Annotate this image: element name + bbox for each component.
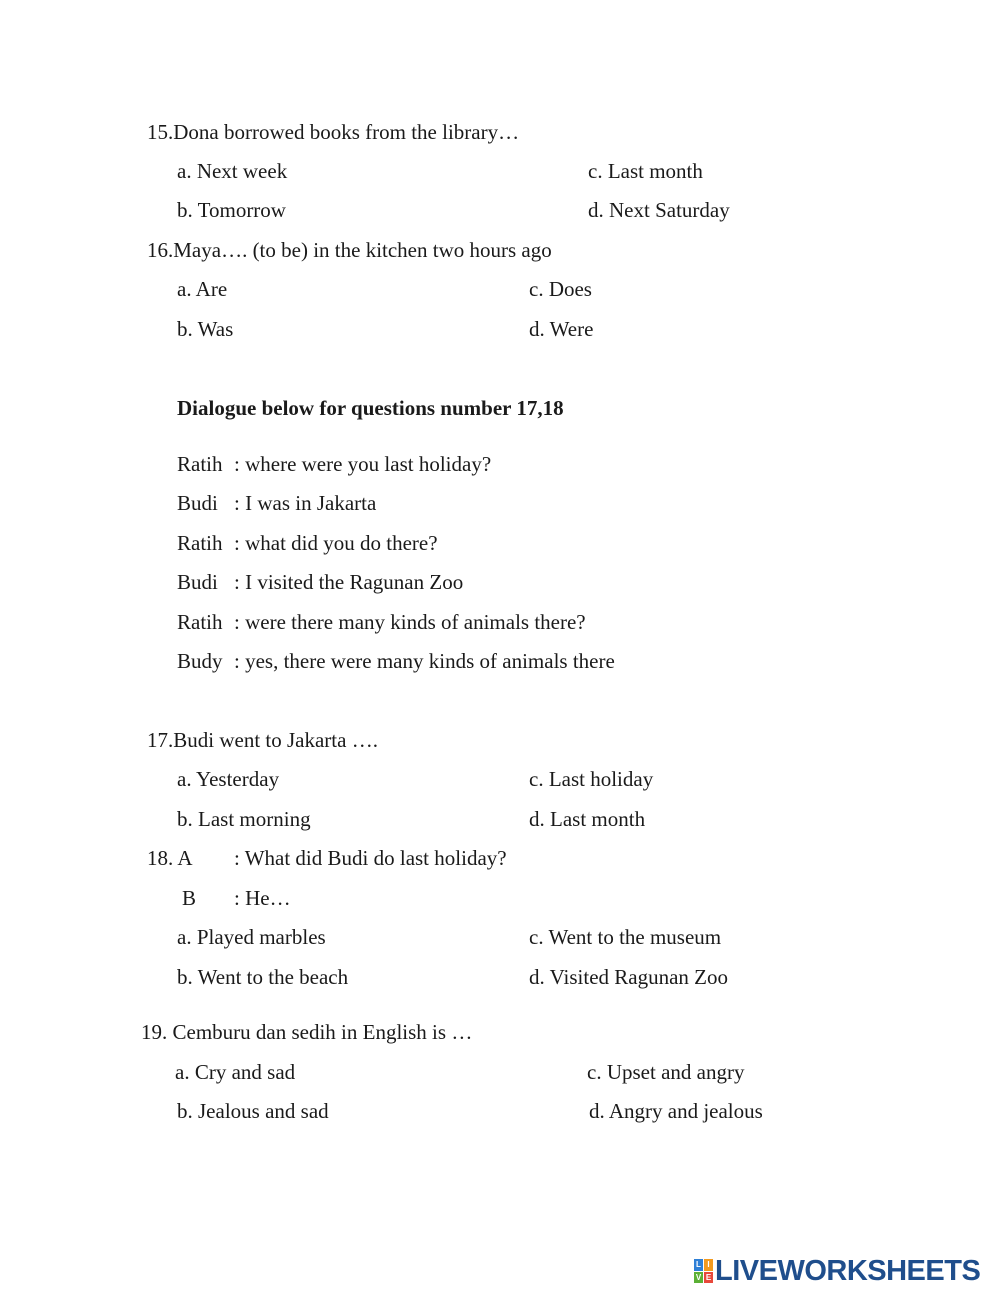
q18-option-c: c. Went to the museum (529, 925, 722, 949)
dialogue-line: : what did you do there? (234, 531, 438, 555)
q15-option-c: c. Last month (588, 159, 703, 183)
logo-mark-cell: I (704, 1259, 713, 1271)
q18-option-a: a. Played marbles (177, 925, 326, 949)
q17-option-c: c. Last holiday (529, 767, 654, 791)
q19-option-d: d. Angry and jealous (589, 1099, 763, 1123)
q18-line-b: : He… (234, 886, 291, 910)
logo-mark-cell: V (695, 1272, 702, 1282)
q16-option-a: a. Are (177, 277, 228, 301)
dialogue-speaker: Budi (177, 491, 218, 515)
dialogue-line: : where were you last holiday? (234, 452, 492, 476)
liveworksheets-logo (694, 1254, 981, 1287)
q15-question: 15.Dona borrowed books from the library… (147, 120, 520, 144)
logo-wordmark: LIVEWORKSHEETS (715, 1254, 981, 1287)
dialogue-speaker: Budi (177, 570, 218, 594)
dialogue-speaker: Ratih (177, 531, 223, 555)
q16-option-b: b. Was (177, 317, 234, 341)
dialogue-line: : were there many kinds of animals there? (234, 610, 586, 634)
q16-question: 16.Maya…. (to be) in the kitchen two hours ago (147, 238, 552, 262)
q16-option-c: c. Does (529, 277, 592, 301)
q18-line-a: : What did Budi do last holiday? (234, 846, 507, 870)
q16-option-d: d. Were (529, 317, 594, 341)
dialogue-line: : I was in Jakarta (234, 491, 377, 515)
dialogue-line: : yes, there were many kinds of animals there (234, 649, 615, 673)
q17-question: 17.Budi went to Jakarta …. (147, 728, 378, 752)
q15-option-a: a. Next week (177, 159, 288, 183)
q19-option-a: a. Cry and sad (175, 1060, 296, 1084)
q19-question: 19. Cemburu dan sedih in English is … (141, 1020, 473, 1044)
q15-option-b: b. Tomorrow (177, 198, 286, 222)
liveworksheets-mark-icon (694, 1259, 713, 1283)
q18-option-d: d. Visited Ragunan Zoo (529, 965, 728, 989)
q15-option-d: d. Next Saturday (588, 198, 730, 222)
q19-option-c: c. Upset and angry (587, 1060, 745, 1084)
logo-mark-cell: L (694, 1259, 703, 1271)
dialogue-speaker: Ratih (177, 452, 223, 476)
dialogue-speaker: Ratih (177, 610, 223, 634)
q17-option-a: a. Yesterday (177, 767, 280, 791)
q18-speaker-a: 18. A (147, 846, 193, 870)
q17-option-b: b. Last morning (177, 807, 311, 831)
dialogue-heading: Dialogue below for questions number 17,18 (177, 396, 564, 420)
q17-option-d: d. Last month (529, 807, 646, 831)
dialogue-line: : I visited the Ragunan Zoo (234, 570, 464, 594)
q18-speaker-b: B (182, 886, 197, 910)
logo-mark-cell: E (705, 1272, 712, 1282)
q19-option-b: b. Jealous and sad (177, 1099, 329, 1123)
q18-option-b: b. Went to the beach (177, 965, 349, 989)
dialogue-speaker: Budy (177, 649, 223, 673)
